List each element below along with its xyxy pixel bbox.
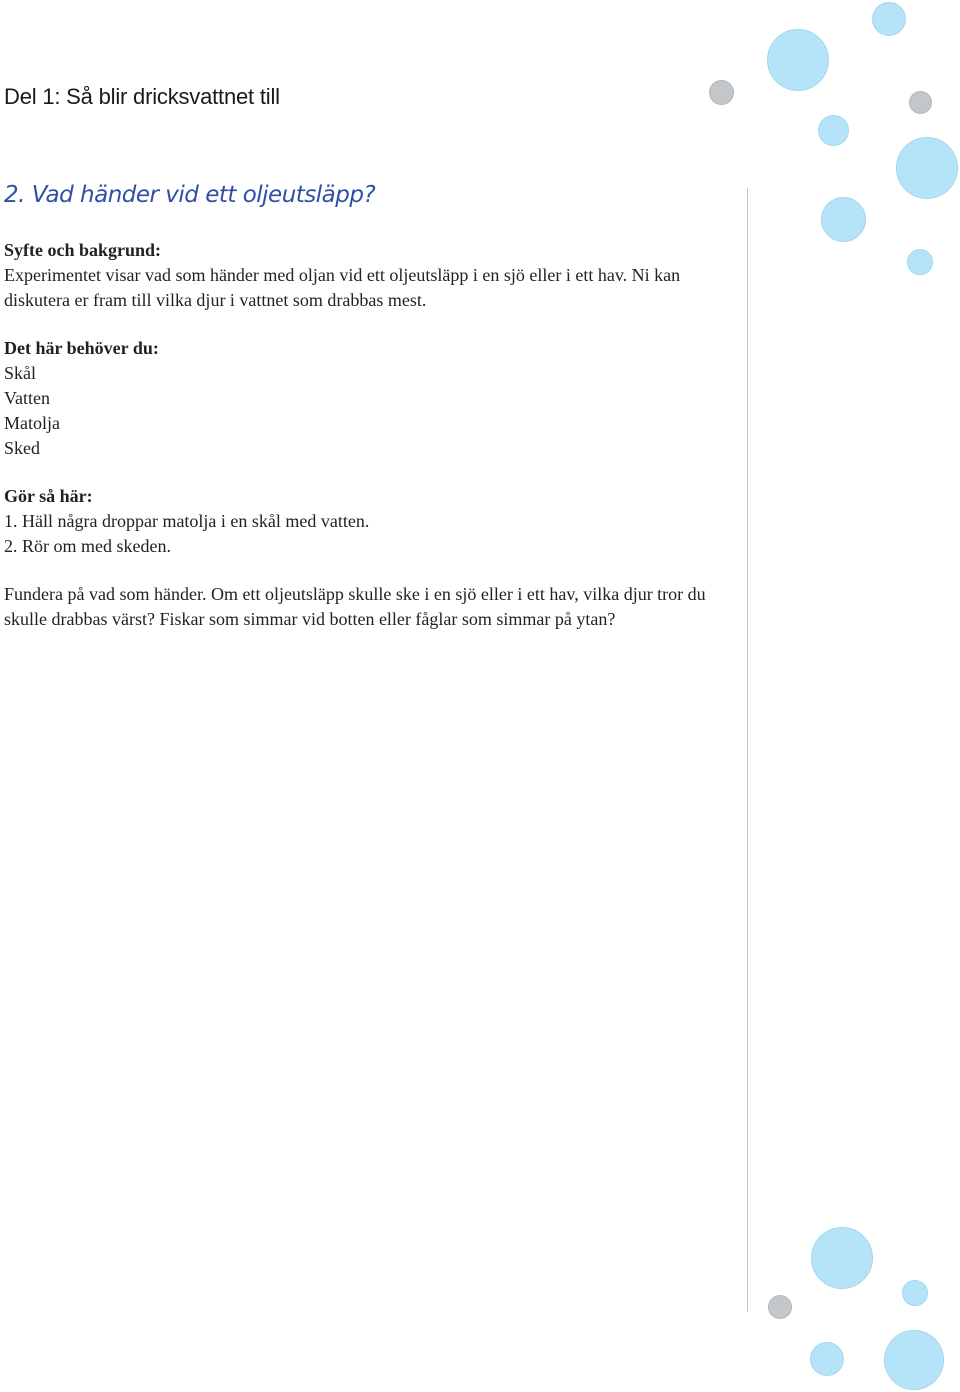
bubble-decoration [907, 249, 933, 275]
bubble-decoration [884, 1330, 944, 1390]
instructions-heading: Gör så här: [4, 486, 93, 506]
page-header: Del 1: Så blir dricksvattnet till [4, 84, 280, 109]
bubble-decoration [768, 1295, 792, 1319]
purpose-text: Experimentet visar vad som händer med oljan vid ett oljeutsläpp i en sjö eller i ett hav. Ni kan diskutera er fram till vilka djur i vattnet som drabbas mest. [4, 265, 681, 310]
bubble-decoration [902, 1280, 928, 1306]
bubble-decoration [818, 115, 849, 146]
exercise-title: 2. Vad händer vid ett oljeutsläpp? [4, 182, 376, 208]
steps-list [4, 509, 724, 559]
material-item: Sked [4, 438, 40, 458]
step-item: 1. Häll några droppar matolja i en skål med vatten. [4, 511, 370, 531]
bubble-decoration [821, 197, 866, 242]
main-content [4, 238, 724, 655]
reflection-section [4, 582, 724, 632]
vertical-divider [747, 188, 748, 1312]
material-item: Matolja [4, 413, 60, 433]
bubble-decoration [896, 137, 958, 199]
bubble-decoration [872, 2, 906, 36]
bubble-decoration [811, 1227, 873, 1289]
bubble-decoration [767, 29, 829, 91]
reflection-text: Fundera på vad som händer. Om ett oljeutsläpp skulle ske i en sjö eller i ett hav, vilka djur tror du skulle drabbas värst? Fiskar som simmar vid botten eller fåglar som simmar på ytan? [4, 584, 706, 629]
step-item: 2. Rör om med skeden. [4, 536, 171, 556]
bubble-decoration [709, 80, 734, 105]
material-item: Vatten [4, 388, 50, 408]
instructions-section [4, 484, 724, 559]
purpose-section [4, 238, 724, 313]
materials-list [4, 361, 724, 461]
bubble-decoration [810, 1342, 844, 1376]
purpose-heading: Syfte och bakgrund: [4, 240, 162, 260]
materials-heading: Det här behöver du: [4, 338, 159, 358]
materials-section [4, 336, 724, 461]
bubble-decoration [909, 91, 932, 114]
material-item: Skål [4, 363, 37, 383]
